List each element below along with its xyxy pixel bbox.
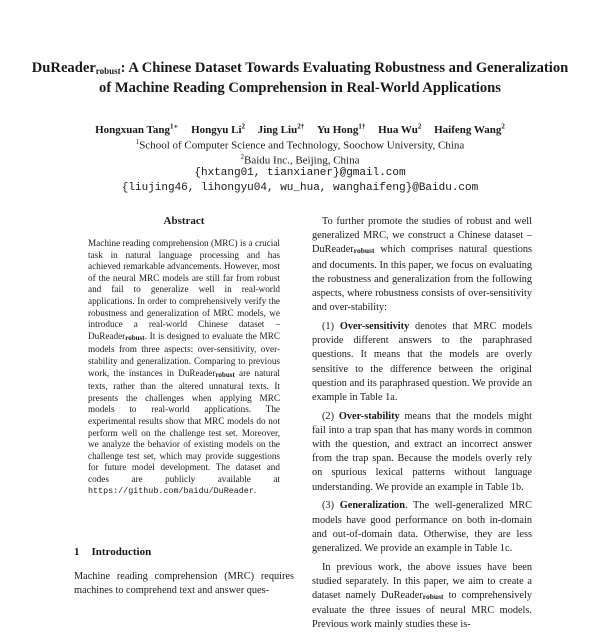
author: Hongxuan Tang$^{1∗}$ (95, 122, 179, 136)
paragraph: In previous work, the above issues have been studied separately. In this paper, we aim to create a dataset namely DuReader$_{robust}$ to comprehensively evaluate the three issues of neural MRC models. Previous work mainly studies these is- (312, 561, 532, 631)
title-subscript: robust (95, 66, 121, 76)
introduction-text: Machine reading comprehension (MRC) requires machines to comprehend text and answer ques- (74, 571, 294, 597)
title-rest: : A Chinese Dataset Towards Evaluating Robustness and Generalization of Machine Reading Comprehension in Real-World Applications (99, 60, 569, 96)
affiliation-1: $^1$School of Computer Science and Technology, Soochow University, China (135, 138, 465, 152)
author: Hongyu Li$^2$ (191, 122, 245, 136)
author: Hua Wu$^2$ (378, 122, 422, 136)
affiliation-2: $^2$Baidu Inc., Beijing, China (240, 153, 360, 167)
right-column-text (312, 215, 532, 637)
paragraph-over-stability: (2) Over-stability means that the models might fail into a trap span that has many words in common with the question, and extract an incorrect answer from the trap span. Because the models overly rely on spurious lexical patterns without language understanding. We provide an example in Table 1b. (312, 410, 532, 493)
paragraph-over-sensitivity: (1) Over-sensitivity denotes that MRC models provide different answers to the paraphrased questions. It means that the models are overly sensitive to the difference between the original question and its paraphrased question. We provide an example in Table 1a. (312, 320, 532, 403)
abstract-text: Machine reading comprehension (MRC) is a crucial task in natural language processing and has achieved remarkable advancements. However, most of the neural MRC models are still far from robust and fail to generalize well in real-world applications. In order to comprehensively verify the robustness and generalization of MRC models, we introduce a real-world Chinese dataset – DuReader$_{robust}$. It is designed to evaluate the MRC models from three aspects: over-sensitivity, over-stability and generalization. Comparing to previous work, the instances in DuReader$_{robust}$ are natural texts, rather than the altered unnatural texts. It presents the challenges when applying MRC models to real-world applications. The experimental results show that MRC models do not perform well on the challenge test set. Moreover, we analyze the behavior of existing models on the challenge test set, which may provide suggestions for future model development. The dataset and codes are publicly available at https://github.com/baidu/DuReader. (88, 238, 280, 497)
title-main: DuReader (31, 60, 96, 76)
author: Haifeng Wang$^2$ (434, 122, 505, 136)
author: Yu Hong$^{1\dagger}$ (316, 122, 366, 136)
author-list (30, 119, 570, 137)
email-line-2[interactable]: {liujing46, lihongyu04, wu_hua, wanghaifeng}@Baidu.com (121, 182, 479, 194)
email-line-1[interactable]: {hxtang01, tianxianer}@gmail.com (194, 167, 406, 179)
paragraph: To further promote the studies of robust and well generalized MRC, we construct a Chinese dataset – DuReader$_{robust}$ which comprises natural questions and documents. In this paper, we focus on evaluating the robustness and generalization from the following aspects, where robustness consists of over-sensitivity and over-stability: (312, 216, 532, 314)
section-heading-introduction: 1 Introduction (74, 546, 152, 558)
paragraph-generalization: (3) Generalization. The well-generalized MRC models have good performance on both in-domain and out-of-domain data. Otherwise, they are less generalized. We provide an example in Table 1c. (312, 500, 532, 554)
author: Jing Liu$^{2\dagger}$ (257, 122, 305, 136)
dataset-link[interactable]: https://github.com/baidu/DuReader (88, 486, 254, 497)
abstract-heading: Abstract (163, 215, 205, 227)
paper-title (30, 60, 570, 97)
